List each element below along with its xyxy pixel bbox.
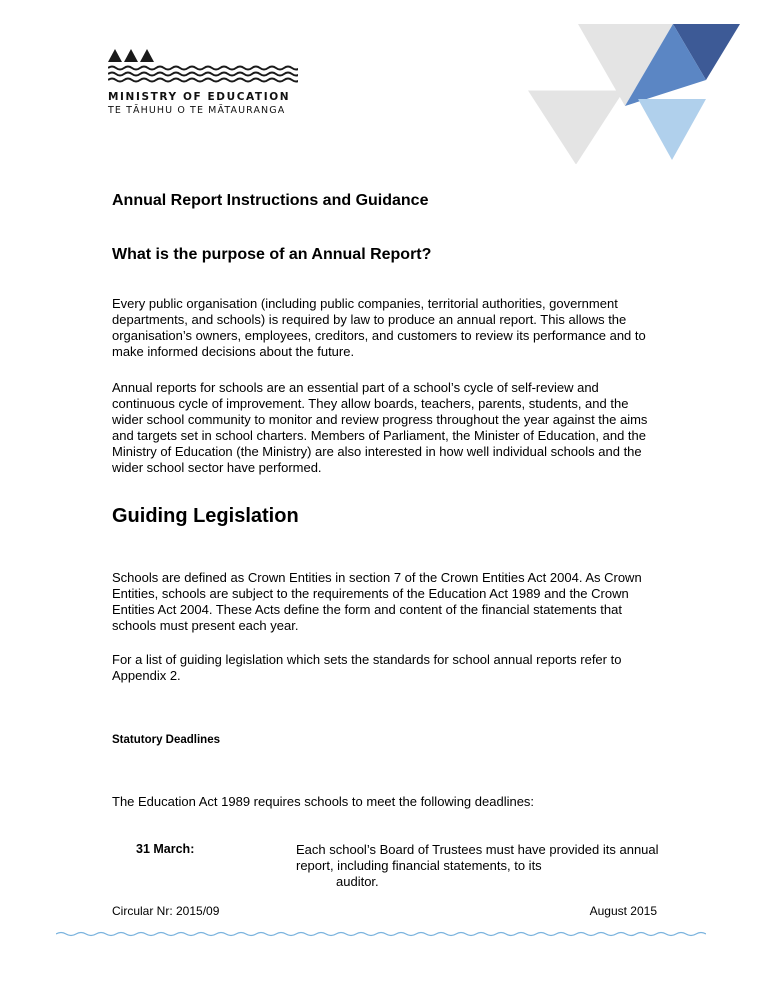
deadline-text <box>296 842 666 890</box>
heading-legislation: Guiding Legislation <box>112 505 299 527</box>
logo-title: MINISTRY OF EDUCATION <box>108 91 291 103</box>
footer-date: August 2015 <box>589 904 657 918</box>
paragraph-deadlines: The Education Act 1989 requires schools to meet the following deadlines: <box>112 794 535 809</box>
deadline-label: 31 March: <box>136 842 195 856</box>
deadline-text-main: Each school’s Board of Trustees must have provided its annual report, including financial statements, to its <box>296 842 659 873</box>
document-title: Annual Report Instructions and Guidance <box>112 192 429 209</box>
decorative-triangles-icon <box>528 24 740 164</box>
footer-wave-icon <box>56 930 706 938</box>
heading-purpose: What is the purpose of an Annual Report? <box>112 246 432 263</box>
footer-circular: Circular Nr: 2015/09 <box>112 904 220 918</box>
logo-subtitle: TE TĀHUHU O TE MĀTAURANGA <box>108 105 286 116</box>
paragraph-purpose-1: Every public organisation (including public companies, territorial authorities, government departments, and schools) is required by law to produce an annual report. This allows the organisation’s owners, employees, creditors, and customers to review its performance and to make informed decisions about the future. <box>112 296 646 359</box>
ministry-logo <box>108 48 308 116</box>
paragraph-legislation-2: For a list of guiding legislation which sets the standards for school annual reports refer to Appendix 2. <box>112 652 622 683</box>
paragraph-purpose-2: Annual reports for schools are an essential part of a school’s cycle of self-review and continuous cycle of improvement. They allow boards, teachers, parents, students, and the wider school community to monitor and review progress throughout the year against the aims and targets set in school charters. Members of Parliament, the Minister of Education, and the Ministry of Education (the Ministry) are also interested in how well individual schools and the wider school sector have performed. <box>112 380 648 475</box>
logo-mark-icon <box>108 48 298 86</box>
paragraph-legislation-1: Schools are defined as Crown Entities in section 7 of the Crown Entities Act 2004. As Crown Entities, schools are subject to the requirements of the Education Act 1989 and the Crown Entities Act 2004. These Acts define the form and content of the financial statements that schools must present each year. <box>112 570 642 633</box>
deadline-text-end: auditor. <box>336 874 379 889</box>
subheading-deadlines: Statutory Deadlines <box>112 734 220 746</box>
